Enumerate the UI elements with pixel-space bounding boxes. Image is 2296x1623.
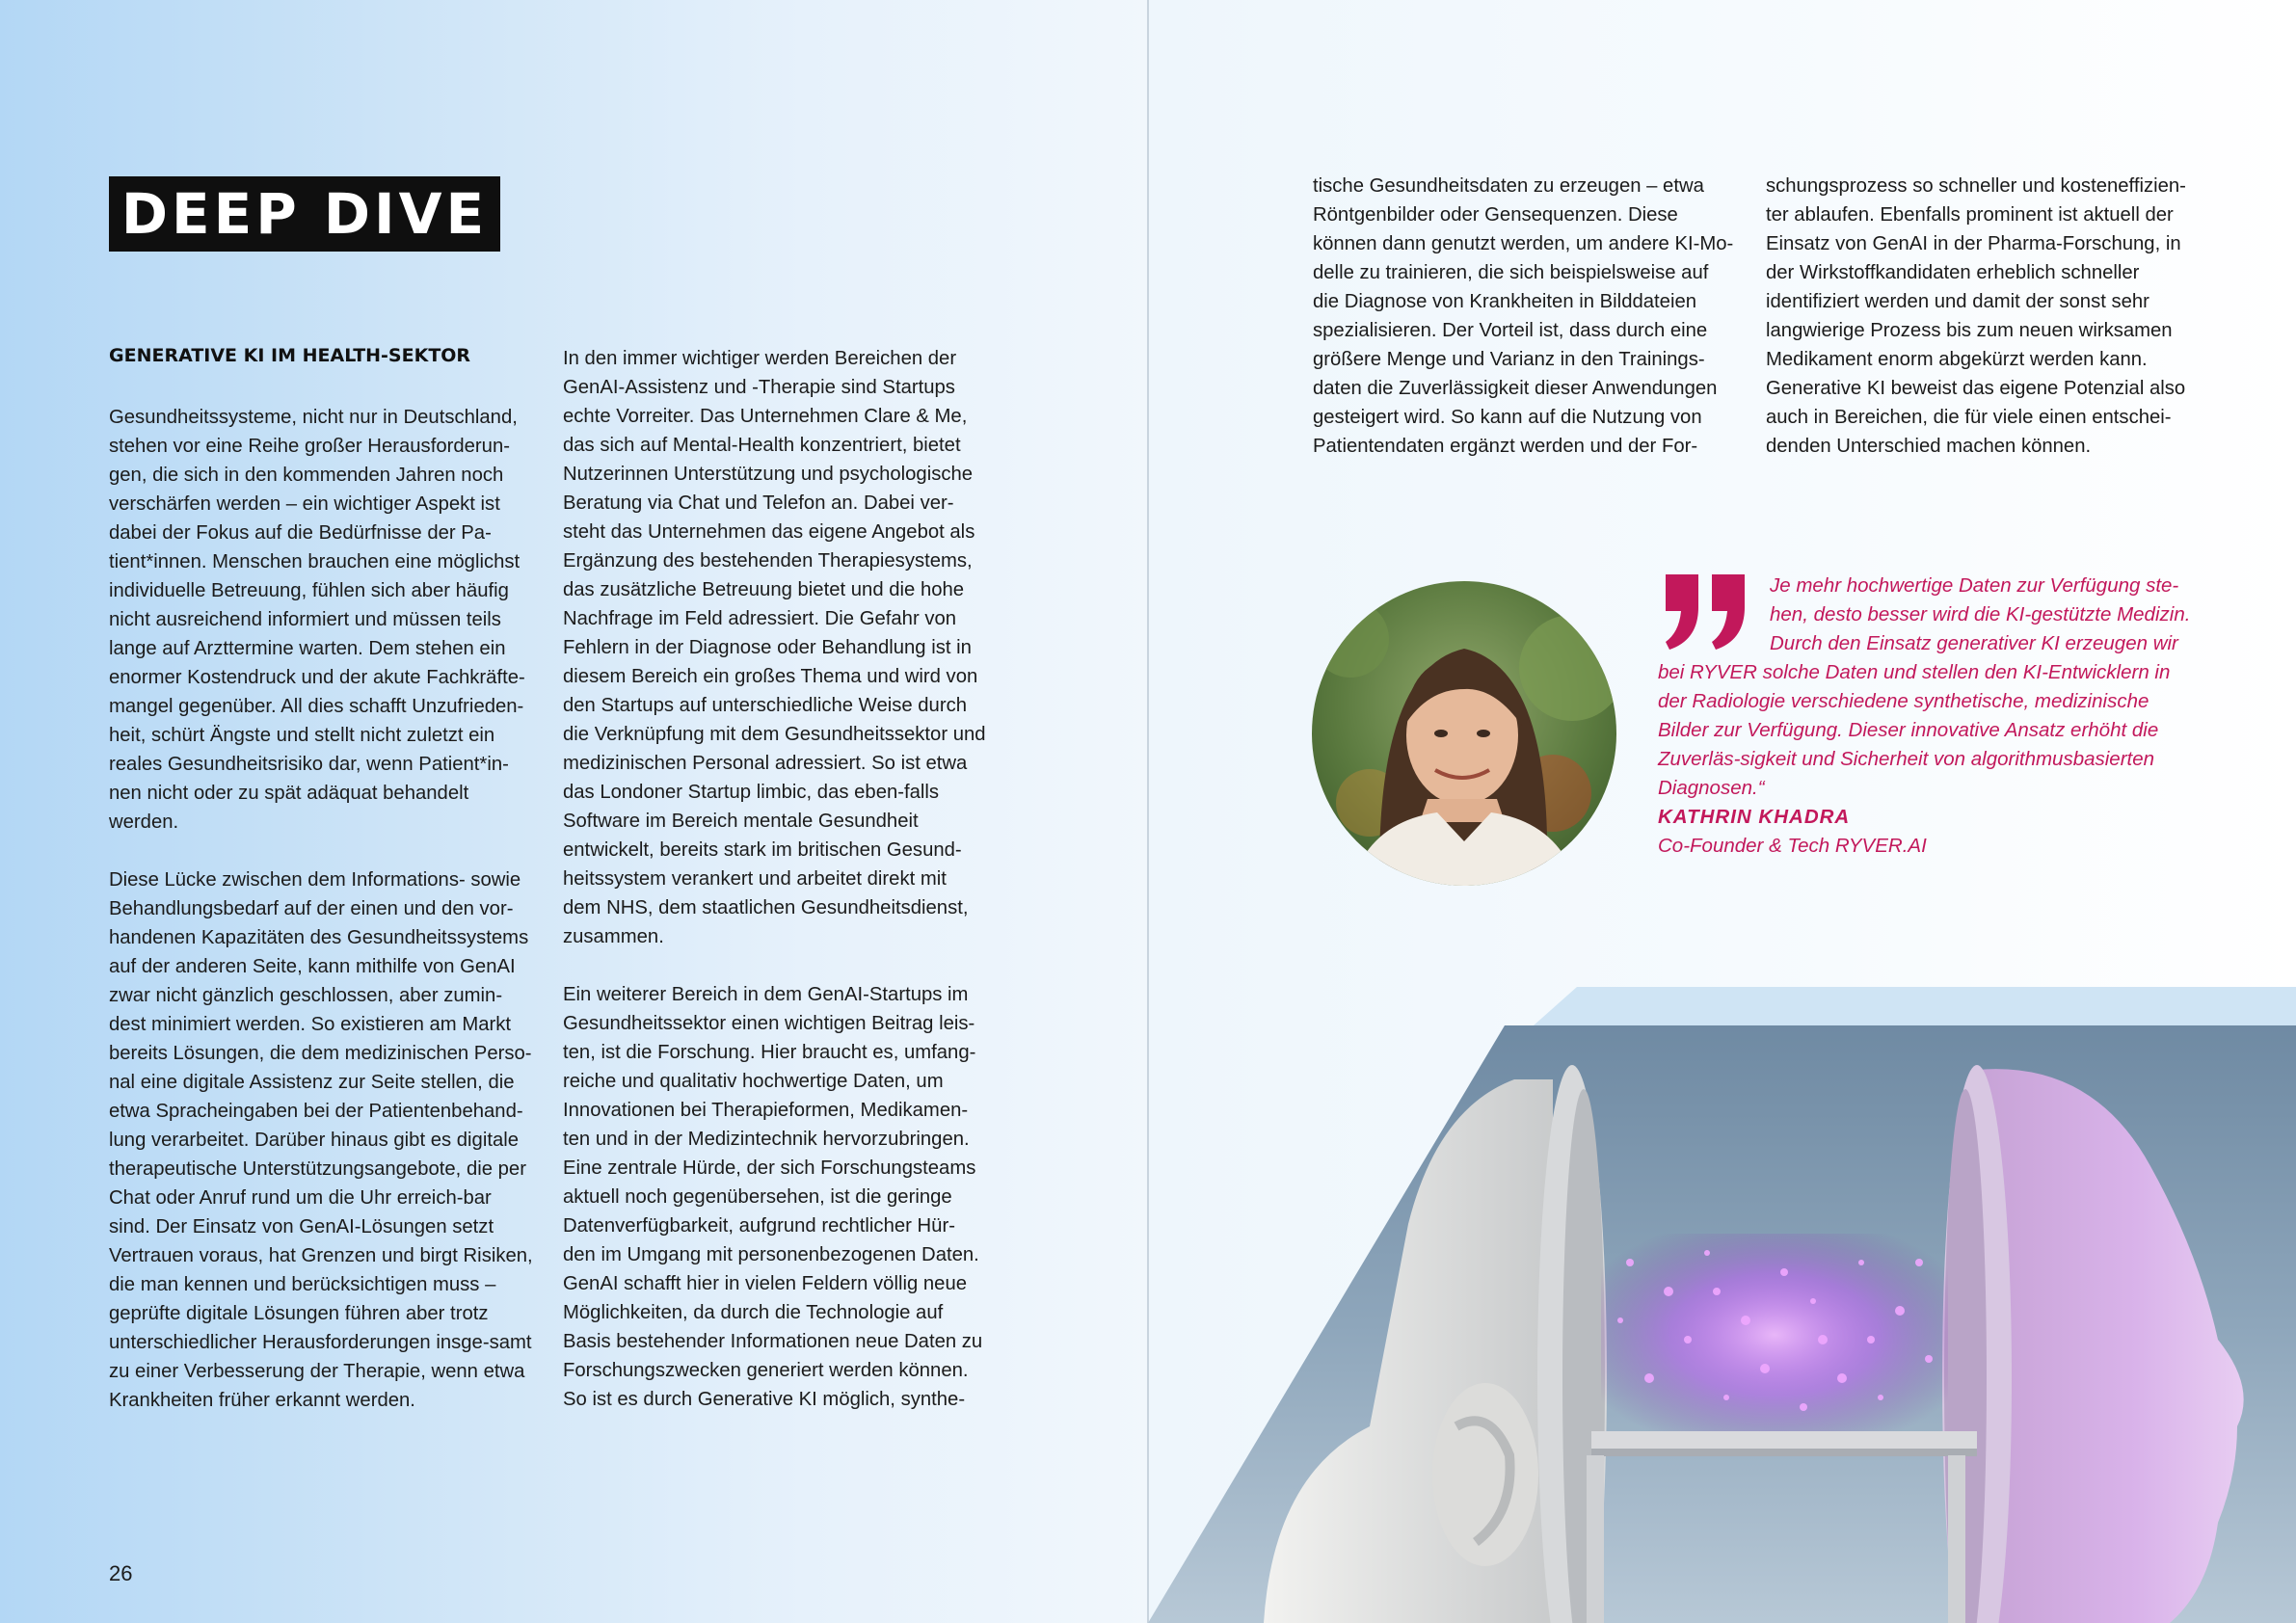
paragraph: schungsprozess so schneller und kosteneffizien-ter ablaufen. Ebenfalls prominent ist aktuell der Einsatz von GenAI in der Pharma-Forschung, in der Wirkstoffkandidaten erheblich schneller identifiziert werden und damit der sonst sehr langwierige Prozess bis zum neuen wirksamen Medikament enorm abgekürzt werden kann. Generative KI beweist das eigene Potenzial also auch in Bereichen, die für viele einen entschei-denden Unterschied machen können. [1766,175,2186,457]
quote-line: Je mehr hochwertige Daten zur Verfügung ste- [1770,574,2179,597]
paragraph: Gesundheitssysteme, nicht nur in Deutschland, stehen vor eine Reihe großer Herausforderun-gen, die sich in den kommenden Jahren noch verschärfen werden – ein wichtiger Aspekt ist dabei der Fokus auf die Bedürfnisse der Pa-tient*innen. Menschen brauchen eine möglichst individuelle Betreuung, fühlen sich aber häufig nicht ausreichend informiert und müssen teils lange auf Arzttermine warten. Dem stehen ein enormer Kostendruck und der akute Fachkräfte-mangel gegenüber. All dies schafft Unzufrieden-heit, schürt Ängste und stellt nicht zuletzt ein reales Gesundheitsrisiko dar, wenn Patient*in-nen nicht oder zu spät adäquat behandelt werden. [109,407,525,833]
page-number: 26 [109,1561,133,1585]
text-column-4 [1766,172,2190,490]
quote-line: Durch den Einsatz generativer KI erzeugen wir [1770,632,2178,654]
text-column-2 [563,344,987,1443]
pull-quote [1658,572,2198,803]
portrait-photo [1312,581,1616,886]
paragraph: tische Gesundheitsdaten zu erzeugen – etwa Röntgenbilder oder Gensequenzen. Diese können dann genutzt werden, um andere KI-Mo-delle zu trainieren, die sich beispielsweise auf die Diagnose von Krankheiten in Bilddateien spezialisieren. Der Vorteil ist, dass durch eine größere Menge und Varianz in den Trainings-daten die Zuverlässigkeit dieser Anwendungen gesteigert wird. So kann auf die Nutzung von Patientendaten ergänzt werden und der For- [1313,175,1734,457]
paragraph: In den immer wichtiger werden Bereichen der GenAI-Assistenz und -Therapie sind Startups echte Vorreiter. Das Unternehmen Clare & Me, das sich auf Mental-Health konzentriert, bietet Nutzerinnen Unterstützung und psychologische Beratung via Chat und Telefon an. Dabei ver-steht das Unternehmen das eigene Angebot als Ergänzung des bestehenden Therapiesystems, das zusätzliche Betreuung bietet und die hohe Nachfrage im Feld adressiert. Die Gefahr von Fehlern in der Diagnose oder Behandlung ist in diesem Bereich ein großes Thema und wird von den Startups auf unterschiedliche Weise durch die Verknüpfung mit dem Gesundheitssektor und medizinischen Personal adressiert. So ist etwa das Londoner Startup limbic, das eben-falls Software im Bereich mentale Gesundheit entwickelt, bereits stark im britischen Gesund-heitssystem verankert und arbeitet direkt mit dem NHS, dem staatlichen Gesundheitsdienst, zusammen. [563,348,986,947]
quote-line: hen, desto besser wird die KI-gestützte Medizin. [1770,603,2191,625]
quote-author-role: Co-Founder & Tech RYVER.AI [1658,835,1927,857]
section-label: DEEP DIVE [109,176,500,252]
quote-author: KATHRIN KHADRA [1658,806,1851,828]
paragraph: Diese Lücke zwischen dem Informations- sowie Behandlungsbedarf auf der einen und den vor-handenen Kapazitäten des Gesundheitssystems auf der anderen Seite, kann mithilfe von GenAI zwar nicht gänzlich geschlossen, aber zumin-dest minimiert werden. So existieren am Markt bereits Lösungen, die dem medizinischen Perso-nal eine digitale Assistenz zur Seite stellen, die etwa Spracheingaben bei der Patientenbehand-lung verarbeitet. Darüber hinaus gibt es digitale therapeutische Unterstützungsangebote, die per Chat oder Anruf rund um die Uhr erreich-bar sind. Der Einsatz von GenAI-Lösungen setzt Vertrauen voraus, hat Grenzen und birgt Risiken, die man kennen und berücksichtigen muss – geprüfte digitale Lösungen führen aber trotz unterschiedlicher Herausforderungen insge-samt zu einer Verbesserung der Therapie, wenn etwa Krankheiten früher erkannt werden. [109,869,533,1411]
quote-body: bei RYVER solche Daten und stellen den KI-Entwicklern in der Radiologie verschiedene synthetische, medizinische Bilder zur Verfügung. Dieser innovative Ansatz erhöht die Zuverläs-sigkeit und Sicherheit von algorithmusbasierten Diagnosen.“ [1658,661,2171,799]
article-heading: GENERATIVE KI IM HEALTH-SEKTOR [109,345,471,366]
ai-heads-illustration [1148,973,2296,1623]
portrait-image [1312,581,1616,886]
text-column-3 [1313,172,1737,490]
text-column-1 [109,403,533,1444]
paragraph: Ein weiterer Bereich in dem GenAI-Startups im Gesundheitssektor einen wichtigen Beitrag leis-ten, ist die Forschung. Hier braucht es, umfang-reiche und qualitativ hochwertige Daten, um Innovationen bei Therapieformen, Medikamen-ten und in der Medizintechnik hervorzubringen. Eine zentrale Hürde, der sich Forschungsteams aktuell noch gegenübersehen, ist die geringe Datenverfügbarkeit, aufgrund rechtlicher Hür-den im Umgang mit personenbezogenen Daten. GenAI schafft hier in vielen Feldern völlig neue Möglichkeiten, da durch die Technologie auf Basis bestehender Informationen neue Daten zu Forschungszwecken generiert werden können. So ist es durch Generative KI möglich, synthe- [563,984,983,1410]
